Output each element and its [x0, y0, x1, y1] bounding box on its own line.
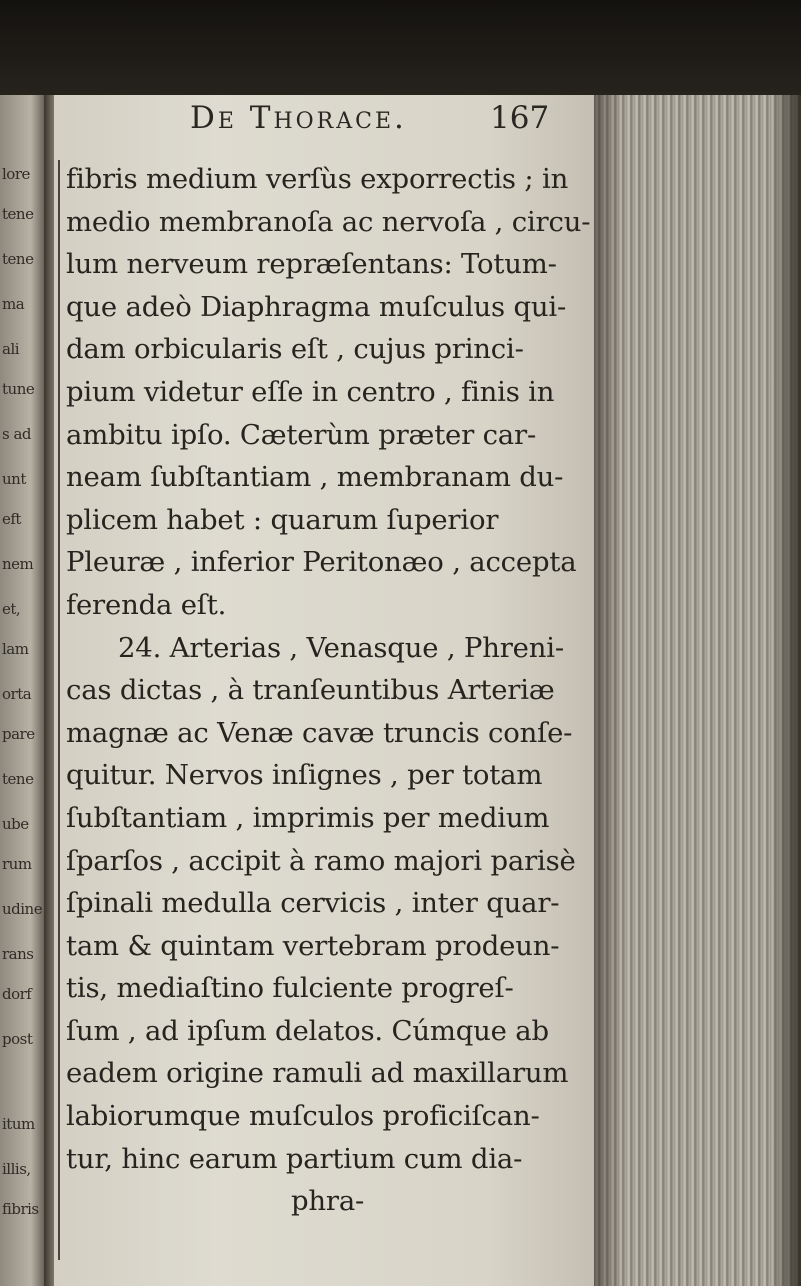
text-line: quitur. Nervos inſignes , per totam [66, 759, 543, 792]
text-line: tis, mediaſtino fulciente progreſ- [66, 972, 514, 1005]
margin-fragment: nem [2, 555, 34, 573]
margin-fragment: lam [2, 640, 29, 658]
margin-fragment: illis, [2, 1160, 31, 1178]
text-line: lum nerveum repræſentans: Totum- [66, 248, 557, 281]
text-line: ferenda eſt. [66, 588, 227, 621]
text-line: ambitu ipſo. Cæterùm præter car- [66, 418, 537, 451]
running-title: De Thorace. [190, 100, 407, 136]
text-line: eadem origine ramuli ad maxillarum [66, 1057, 569, 1090]
margin-fragment: ali [2, 340, 20, 358]
text-line: fibris medium verſùs exporrectis ; in [66, 163, 569, 195]
text-line: pium videtur eſſe in centro , finis in [66, 375, 555, 408]
margin-fragment: orta [2, 685, 32, 703]
scan-background [0, 0, 801, 95]
text-line: ſubſtantiam , imprimis per medium [66, 801, 550, 834]
text-line: medio membranoſa ac nervoſa , circu- [66, 205, 591, 238]
text-line: ſparſos , accipit à ramo majori parisè [66, 844, 576, 877]
text-line: labiorumque muſculos proficiſcan- [66, 1100, 540, 1133]
page-edge-shadow [594, 95, 624, 1286]
running-header [190, 100, 590, 136]
text-line: tur, hinc earum partium cum dia- [66, 1142, 523, 1175]
text-line: dam orbicularis eſt , cujus princi- [66, 333, 524, 366]
text-line: tam & quintam vertebram prodeun- [66, 929, 560, 962]
margin-fragment: unt [2, 470, 26, 488]
margin-fragment: ube [2, 815, 29, 833]
margin-fragment: eft [2, 510, 21, 528]
margin-rule [58, 160, 60, 1260]
book-gutter [44, 95, 54, 1286]
margin-fragment: post [2, 1030, 33, 1048]
text-line: Pleuræ , inferior Peritonæo , accepta [66, 546, 577, 579]
margin-fragment: et, [2, 600, 21, 618]
margin-fragment: pare [2, 725, 35, 743]
margin-fragment: rum [2, 855, 32, 873]
previous-page-margin [0, 95, 44, 1286]
text-line: plicem habet : quarum ſuperior [66, 503, 499, 536]
text-line: ſum , ad ipſum delatos. Cúmque ab [66, 1014, 549, 1047]
page-body-text [66, 158, 596, 1223]
margin-fragment: udine [2, 900, 43, 918]
page-number: 167 [490, 100, 550, 136]
section-start-line: 24. Arterias , Venasque , Phreni- [118, 631, 564, 664]
margin-fragment: tene [2, 205, 34, 223]
margin-fragment: tene [2, 250, 34, 268]
margin-fragment: s ad [2, 425, 32, 443]
margin-fragment: fibris [2, 1200, 39, 1218]
margin-fragment: ma [2, 295, 25, 313]
text-line: magnæ ac Venæ cavæ truncis conſe- [66, 716, 573, 749]
text-line: que adeò Diaphragma muſculus qui- [66, 290, 567, 323]
margin-fragment: dorf [2, 985, 32, 1003]
scan-edge-dark [770, 95, 801, 1286]
margin-fragment: tene [2, 770, 34, 788]
text-line: ſpinali medulla cervicis , inter quar- [66, 887, 560, 920]
text-line: neam ſubſtantiam , membranam du- [66, 461, 564, 494]
margin-fragment: rans [2, 945, 34, 963]
catchword-line: phra- [291, 1185, 365, 1218]
margin-fragment: tune [2, 380, 35, 398]
text-line: cas dictas , à tranſeuntibus Arteriæ [66, 674, 555, 707]
margin-fragment: lore [2, 165, 30, 183]
margin-fragment: itum [2, 1115, 35, 1133]
